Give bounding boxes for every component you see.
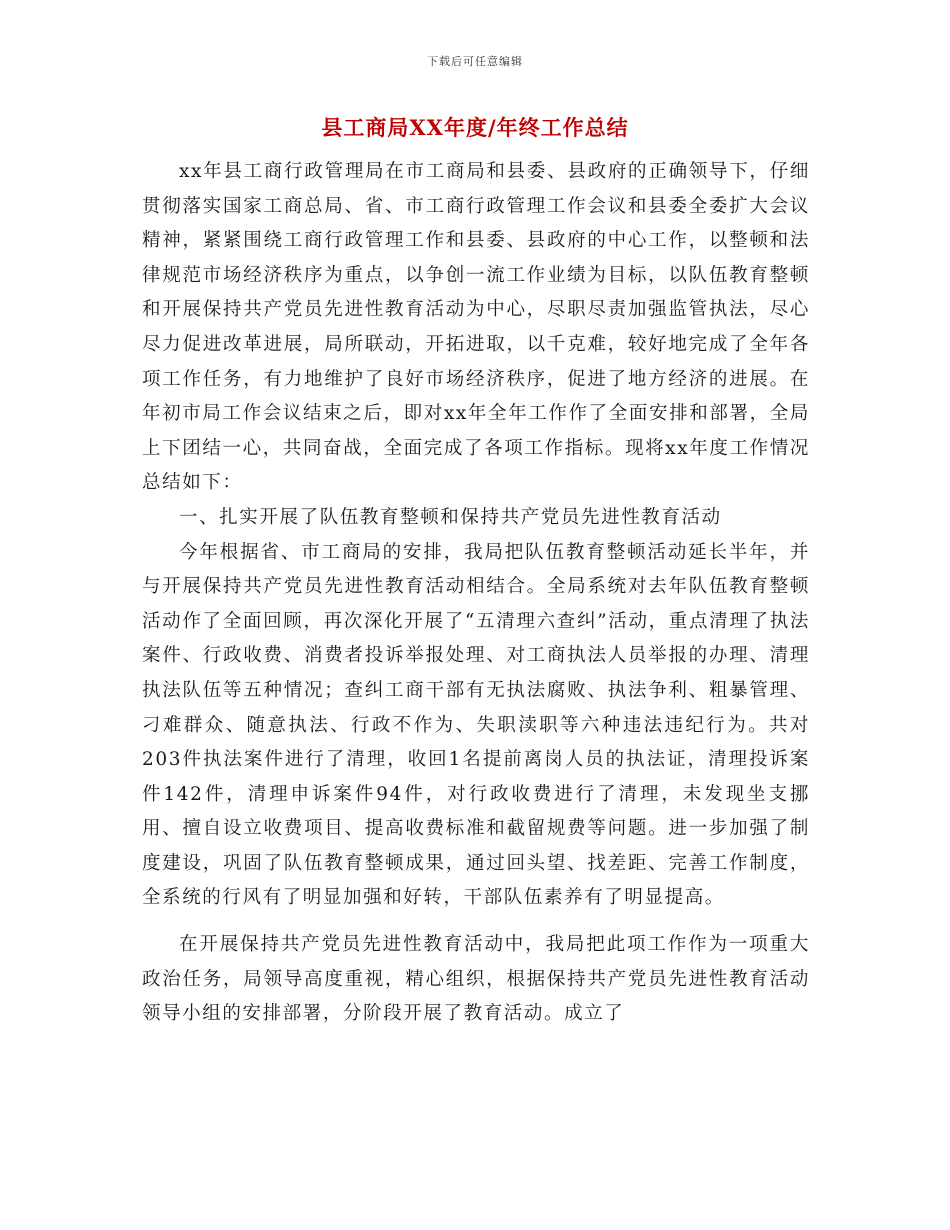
paragraph-intro: xx年县工商行政管理局在市工商局和县委、县政府的正确领导下，仔细贯彻落实国家工商总局、省、市工商行政管理工作会议和县委全委扩大会议精神，紧紧围绕工商行政管理工作和县委、县政府的中心工作，以整顿和法律规范市场经济秩序为重点，以争创一流工作业绩为目标，以队伍教育整顿和开展保持共产党员先进性教育活动为中心，尽职尽责加强监管执法，尽心尽力促进改革进展，局所联动，开拓进取，以千克难，较好地完成了全年各项工作任务，有力地维护了良好市场经济秩序，促进了地方经济的进展。在年初市局工作会议结束之后，即对xx年全年工作作了全面安排和部署，全局上下团结一心，共同奋战，全面完成了各项工作指标。现将xx年度工作情况总结如下： xyxy=(142,161,810,494)
paragraph-rectification: 今年根据省、市工商局的安排，我局把队伍教育整顿活动延长半年，并与开展保持共产党员先进性教育活动相结合。全局系统对去年队伍教育整顿活动作了全面回顾，再次深化开展了“五清理六查纠”活动，重点清理了执法案件、行政收费、消费者投诉举报处理、对工商执法人员举报的办理、清理执法队伍等五种情况；查纠工商干部有无执法腐败、执法争利、粗暴管理、刁难群众、随意执法、行政不作为、失职渎职等六种违法违纪行为。共对203件执法案件进行了清理，收回1名提前离岗人员的执法证，清理投诉案件142件，清理申诉案件94件，对行政收费进行了清理，未发现坐支挪用、擅自设立收费项目、提高收费标准和截留规费等问题。进一步加强了制度建设，巩固了队伍教育整顿成果，通过回头望、找差距、完善工作制度，全系统的行风有了明显加强和好转，干部队伍素养有了明显提高。 xyxy=(142,541,810,909)
paragraph-education-activity: 在开展保持共产党员先进性教育活动中，我局把此项工作作为一项重大政治任务，局领导高度重视，精心组织，根据保持共产党员先进性教育活动领导小组的安排部署，分阶段开展了教育活动。成立了 xyxy=(142,934,810,1025)
section-heading-1: 一、扎实开展了队伍教育整顿和保持共产党员先进性教育活动 xyxy=(179,506,722,528)
header-note: 下载后可任意编辑 xyxy=(427,55,523,68)
document-title: 县工商局XX年度/年终工作总结 xyxy=(321,115,629,140)
document-body xyxy=(142,155,810,1032)
